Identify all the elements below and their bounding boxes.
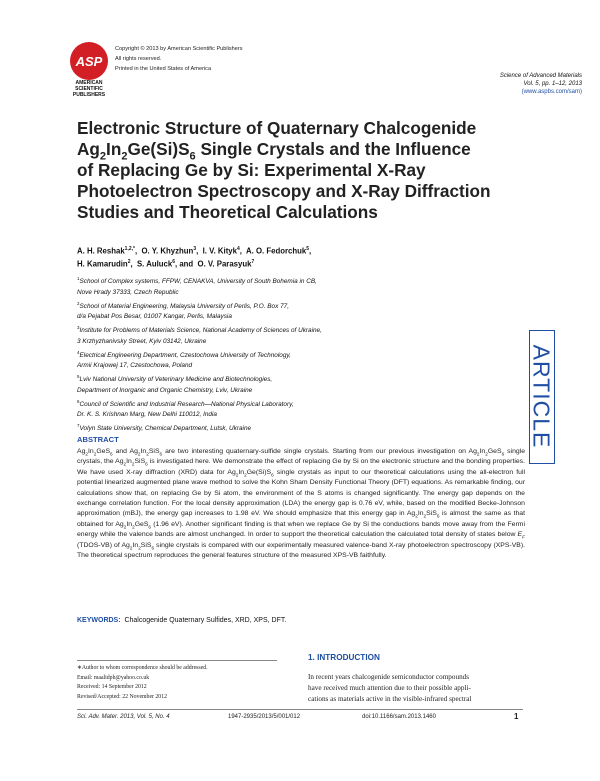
affil-line: Dr. K. S. Krishnan Marg, New Delhi 110012, India (77, 411, 217, 419)
abstract-text: (TDOS-VB) of (77, 541, 120, 549)
affil-line: School of Complex systems, FFPW, CENAKVA, University of South Bohemia in CB, (79, 278, 317, 286)
title-line: Studies and Theoretical Calculations (77, 202, 378, 222)
abstract-text: single crystals is compared with our experimentally measured valence-band X-ray photoelectron spectroscopy (XPS-VB). The theoretical spectrum reproduces the general features structure of the measured XPS-VB faithfully. (77, 541, 526, 560)
footer-doi[interactable]: doi:10.1166/sam.2013.1460 (362, 714, 436, 720)
author-name: A. H. Reshak (77, 246, 125, 256)
abstract-text: single crystals as input to our theoretical calculations using the all-electron full potential linearized augmented plane wave method to solve the Kohn Sham Density Functional Theory (DFT) equations. As remarkable finding, our calculations show that, on replacing Ge by Si atom, the environment of the S atoms is changed significantly. The energy gap depends on the exchange correlation function. For the local density approximation (LDA) the energy gap is 0.76 eV, while, based on the modified Becke-Johnson approximation (mBJ), the energy gap increases to 1.98 eV. We should emphasize that this energy gap in (77, 468, 525, 518)
author-sup: 4 (236, 246, 240, 252)
asp-logo-icon (70, 42, 108, 80)
page-number: 1 (514, 712, 519, 721)
author-name: O. V. Parasyuk (197, 259, 252, 269)
paper-title (77, 118, 517, 223)
logo-caption-line: AMERICAN (75, 80, 103, 86)
affil-line: d/a Pejabat Pos Besar, 01007 Kangar, Perlis, Malaysia (77, 313, 232, 321)
author-sup: 1,2,* (124, 246, 135, 252)
affil-line: Institute for Problems of Materials Science, National Academy of Sciences of Ukraine, (79, 327, 322, 335)
affil-num: 6 (77, 398, 80, 404)
article-tab (529, 330, 553, 462)
logo-caption-line: PUBLISHERS (72, 92, 106, 98)
copyright-line: Copyright © 2013 by American Scientific Publishers (115, 46, 243, 52)
keywords-text: Chalcogenide Quaternary Sulfides, XRD, XPS, DFT. (124, 617, 287, 624)
abstract-text: is almost the same as that obtained for (77, 510, 525, 528)
keywords (77, 617, 525, 624)
abstract-text: is investigated here. We demonstrate the effect of replacing Ge by Si on the electronic structure and the bonding properties. We have used X-ray diffraction (XRD) data for (77, 458, 525, 476)
publisher-logo (66, 42, 112, 100)
intro-line: have received much attention due to their possible appli- (308, 684, 471, 692)
affil-num: 3 (77, 325, 80, 331)
affil-line: Electrical Engineering Department, Czestochowa University of Technology, (79, 351, 291, 359)
author-sup: 3 (193, 246, 197, 252)
affil-num: 2 (77, 300, 80, 306)
footer-issn: 1947-2935/2013/5/001/012 (228, 714, 301, 720)
abstract-text: are two interesting quaternary-sulfide single crystals. Starting from our previous investigation on (165, 448, 466, 455)
rights-line: All rights reserved. (115, 56, 162, 62)
footer-citation: Sci. Adv. Mater. 2013, Vol. 5, No. 4 (77, 714, 170, 720)
introduction-heading: 1. INTRODUCTION (308, 653, 380, 662)
logo-caption-line: SCIENTIFIC (75, 86, 103, 92)
footnote-divider (77, 660, 277, 661)
author-name: O. Y. Khyzhun (141, 246, 194, 256)
email-line[interactable]: Email: maalidph@yahoo.co.uk (77, 674, 150, 681)
author-sup: 5 (306, 246, 309, 252)
author-list: A. H. Reshak$^{1,2,*}$, O. Y. Khyzhun$^3$, I. V. Kityk$^4$, A. O. Fedorchuk$^5$, H. Kamarudin$^2$, S. Auluck$^6$, and O. V. Parasyuk$^7$ (77, 246, 312, 269)
copyright-block (115, 44, 243, 74)
author-name: H. Kamarudin (77, 259, 128, 269)
journal-volume: Vol. 5, pp. 1–12, 2013 (523, 81, 582, 87)
correspondence-footnote (77, 664, 287, 702)
title-line-text: Single Crystals and the Influence (200, 139, 471, 159)
intro-line: cations as materials active in the visible-infrared spectral (308, 695, 472, 703)
author-name: I. V. Kityk (202, 246, 237, 256)
title-line: Photoelectron Spectroscopy and X-Ray Diffraction (77, 181, 491, 201)
affil-num: 1 (77, 276, 80, 281)
abstract-text: single crystals, the (77, 448, 526, 466)
introduction-body (308, 672, 526, 705)
affil-line: 3 Krzhyzhanivsky Street, Kyiv 03142, Ukraine (77, 337, 207, 345)
journal-info (500, 72, 582, 96)
received-date: Received: 14 September 2012 (77, 684, 147, 690)
title-line: $Ag_2In_2Ge(Si)S_6$ Single Crystals and the Influence (77, 139, 471, 163)
journal-url[interactable]: (www.aspbs.com/sam) (521, 89, 582, 95)
affil-line: Nove Hrady 37333, Czech Republic (77, 288, 179, 296)
journal-name: Science of Advanced Materials (499, 73, 582, 79)
printed-line: Printed in the United States of America (115, 66, 212, 72)
affiliations (77, 274, 472, 435)
affil-line: Department of Inorganic and Organic Chemistry, Lviv, Ukraine (77, 386, 253, 394)
affil-num: 5 (77, 374, 80, 380)
affil-line: School of Material Engineering, Malaysia University of Perlis, P.O. Box 77, (79, 302, 289, 310)
author-name: S. Auluck (136, 259, 173, 269)
logo-caption (66, 80, 112, 98)
abstract-body: $Ag_2In_2GeS_6$ and $Ag_2In_2SiS_6$ are two interesting quaternary-sulfide single crystals. Starting from our previous investigation on $Ag_2In_2GeS_6$ single crystals, the $Ag_2In_2SiS_6$ is investigated here. We demonstrate the effect of replacing Ge by Si on the electronic structure and the bonding properties. We have used X-ray diffraction (XRD) data for $Ag_2In_2Ge(Si)S_6$ single crystals as input to our theoretical calculations using the all-electron full potential linearized augmented plane wave method to solve the Kohn Sham Density Functional Theory (DFT) equations. As remarkable finding, our calculations show that, on replacing Ge by Si atom, the environment of the S atoms is changed significantly. The energy gap depends on the exchange correlation function. For the local density approximation (LDA) the energy gap is 0.76 eV, while, based on the modified Becke-Johnson approximation (mBJ), the energy gap increases to 1.98 eV. We should emphasize that this energy gap in $Ag_2In_2SiS_6$ is almost the same as that obtained for $Ag_2In_2GeS_6$ (1.96 eV). Another significant finding is that when we replace Ge by Si the conductions bands move away from the Fermi energy while the valence bands are almost unchanged. In order to support the theoretical calculation the calculated total density of states below $E_F$ (TDOS-VB) of $Ag_2In_2SiS_6$ single crystals is compared with our experimentally measured valence-band X-ray photoelectron spectroscopy (XPS-VB). The theoretical spectrum reproduces the general features structure of the measured XPS-VB faithfully. (77, 448, 526, 560)
affil-line: Volyn State University, Chemical Department, Lutsk, Ukraine (79, 425, 252, 433)
title-line: Electronic Structure of Quaternary Chalcogenide (77, 118, 477, 138)
author-sup: 6 (172, 259, 175, 265)
footnote-line: ∗Author to whom correspondence should be addressed. (77, 665, 208, 671)
title-line: of Replacing Ge by Si: Experimental X-Ray (77, 160, 426, 180)
affil-num: 4 (77, 349, 80, 355)
article-tab-label: ARTICLE (528, 344, 555, 448)
revised-date: Revised/Accepted: 22 November 2012 (77, 693, 167, 700)
abstract-heading: ABSTRACT (77, 435, 119, 444)
intro-line: In recent years chalcogenide semiconductor compounds (308, 673, 470, 681)
affil-line: Armii Krajowej 17, Czestochowa, Poland (77, 362, 193, 370)
footer-divider (77, 709, 523, 710)
affil-line: Lviv National University of Veterinary Medicine and Biotechnologies, (79, 376, 273, 384)
logo-text: ASP (75, 53, 103, 69)
author-sup: 7 (251, 259, 255, 265)
keywords-label: KEYWORDS: (77, 617, 121, 624)
affil-line: Council of Scientific and Industrial Research—National Physical Laboratory, (79, 400, 294, 408)
abstract-text: (1.96 eV). Another significant finding is that when we replace Ge by Si the conductions bands move away from the Fermi energy while the valence bands are almost unchanged. In order to support the theoretical calculation the calculated total density of states below (77, 520, 525, 539)
author-name: A. O. Fedorchuk (245, 246, 307, 256)
affil-num: 7 (77, 423, 80, 429)
author-sup: 2 (127, 259, 131, 265)
